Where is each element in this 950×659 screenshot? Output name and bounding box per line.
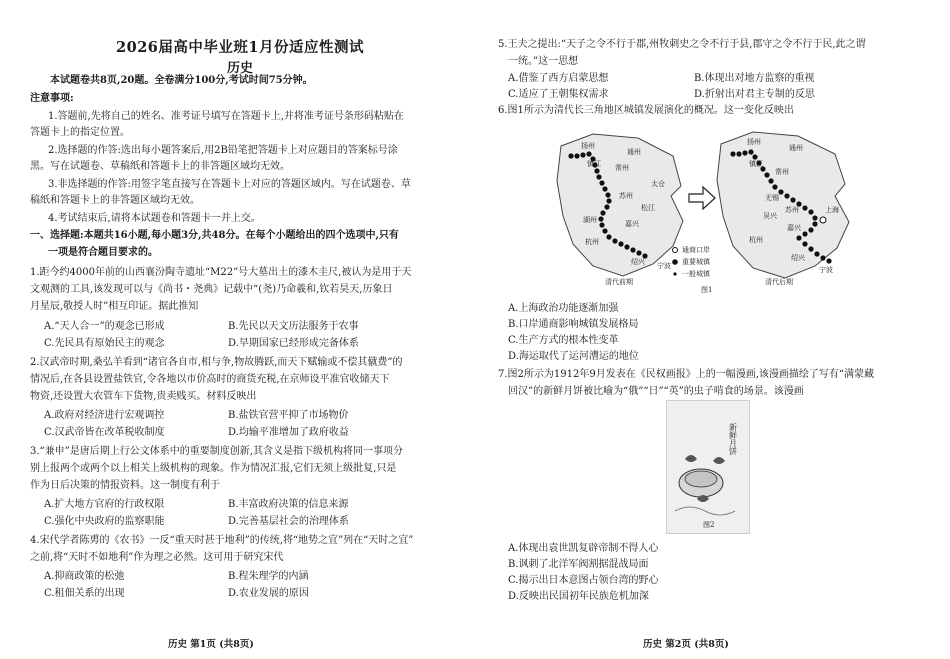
map-change-arrow: [689, 187, 715, 209]
notice-line: 稿纸和答题卡上的非答题区域均无效。: [30, 195, 200, 206]
question-1-option-a[interactable]: A.“天人合一”的观念已形成: [44, 321, 165, 332]
notice-line: 4.考试结束后,请将本试题卷和答题卡一并上交。: [48, 213, 261, 224]
notice-line: 2.选择题的作答:选出每小题答案后,用2B铅笔把答题卡上对应题目的答案标号涂: [48, 145, 398, 156]
question-3-text: 别上报两个或两个以上相关上级机构的现象。作为情况汇报,它们无须上级批复,只是: [30, 463, 397, 474]
notice-heading: 注意事项:: [30, 93, 74, 104]
question-6-option-c[interactable]: C.生产方式的根本性变革: [508, 335, 619, 346]
legend-label: 重要城镇: [682, 258, 710, 266]
map-city-label: 上海: [825, 206, 839, 214]
map-city-label: 嘉兴: [625, 220, 639, 228]
question-5-text: 一统。”这一思想: [508, 56, 579, 67]
left-page: [30, 0, 450, 659]
notice-line: 黑。写在试题卷、草稿纸和答题卡上的非答题区域均无效。: [30, 161, 290, 172]
question-5-option-a[interactable]: A.借鉴了西方启蒙思想: [508, 73, 609, 84]
question-1-option-d[interactable]: D.早期国家已经形成完备体系: [228, 338, 359, 349]
question-4-text: 之前,将“天时不如地利”作为理之必然。这可用于研究宋代: [30, 552, 284, 563]
right-page: [498, 0, 923, 659]
question-2-option-a[interactable]: A.政府对经济进行宏观调控: [44, 410, 165, 421]
exam-subject: 历史: [226, 61, 253, 76]
yangtze-delta-map: [553, 126, 863, 296]
cartoon-insect-1: [685, 455, 697, 462]
notice-line: 答题卡上的指定位置。: [30, 127, 130, 138]
question-1-text: 1.距今约4000年前的山西襄汾陶寺遗址“M22”号大墓出土的漆木圭尺,被认为是用于天: [30, 267, 412, 278]
question-7-option-c[interactable]: C.揭示出日本意图占领台湾的野心: [508, 575, 659, 586]
question-6-option-d[interactable]: D.海运取代了运河漕运的地位: [508, 351, 639, 362]
map-city-label: 苏州: [785, 206, 799, 214]
question-3-text: 作为日后决策的情报资料。这一制度有利于: [30, 480, 220, 491]
question-2-text: 2.汉武帝时期,桑弘羊看到“诸官各自市,相与争,物故腾跃,而天下赋输或不偿其僦费”的: [30, 357, 403, 368]
map-city-label: 杭州: [585, 238, 599, 246]
map-city-label: 松江: [641, 204, 655, 212]
question-2-text: 情况后,在各县设置盐铁官,令各地以市价高时的商货充税,在京师设平准官收储天下: [30, 374, 390, 385]
map-city-label: 嘉兴: [787, 224, 801, 232]
map-city-label: 苏州: [619, 192, 633, 200]
page-footer: 历史 第2页 (共8页): [643, 639, 729, 650]
map-city-label: 宁波: [819, 266, 833, 274]
section-heading: 一、选择题:本题共16小题,每小题3分,共48分。在每个小题给出的四个选项中,只有: [30, 230, 399, 241]
question-4-option-a[interactable]: A.抑商政策的松弛: [44, 571, 125, 582]
figure-1-label: 图1: [701, 286, 713, 294]
question-2-text: 物资,还设置大农管车下货物,贵卖贱买。材料反映出: [30, 391, 257, 402]
cartoon-drawing: [667, 401, 749, 533]
question-4-text: 4.宋代学者陈旉的《农书》一反“重天时甚于地利”的传统,将“地势之宜”列在“天时之宜”: [30, 535, 414, 546]
question-5-option-d[interactable]: D.折射出对君主专制的反思: [694, 89, 815, 100]
question-6-option-b[interactable]: B.口岸通商影响城镇发展格局: [508, 319, 639, 330]
figure-2-label: 图2: [703, 521, 715, 529]
notice-line: 3.非选择题的作答:用签字笔直接写在答题卡上对应的答题区域内。写在试题卷、草: [48, 179, 411, 190]
question-5-text: 5.王夫之提出:“天子之令不行于郡,州牧刺史之令不行于县,郡守之令不行于民,此之谓: [498, 39, 866, 50]
question-4-option-c[interactable]: C.租佃关系的出现: [44, 588, 125, 599]
question-7-text: 回汉”的新鲜月饼被比喻为“俄”“日”“英”的虫子啃食的场景。该漫画: [508, 386, 804, 397]
cartoon-title: 新鲜月饼: [728, 423, 738, 455]
question-3-option-a[interactable]: A.扩大地方官府的行政权限: [44, 499, 165, 510]
map-city-label: 太仓: [651, 180, 665, 188]
map-city-label: 扬州: [747, 138, 761, 146]
map-legend: [672, 245, 711, 278]
legend-label: 一般城镇: [682, 270, 710, 278]
map-left-caption: 清代前期: [605, 278, 633, 286]
map-city-label: 常州: [775, 168, 789, 176]
exam-info: 本试题卷共8页,20题。全卷满分100分,考试时间75分钟。: [50, 75, 313, 86]
question-2-option-c[interactable]: C.汉武帝皆在改革税收制度: [44, 427, 165, 438]
question-3-option-b[interactable]: B.丰富政府决策的信息来源: [228, 499, 349, 510]
map-city-label: 镇江: [587, 160, 601, 168]
cartoon-scribble: [675, 507, 735, 515]
map-city-label: 扬州: [581, 142, 595, 150]
question-4-option-b[interactable]: B.程朱理学的内涵: [228, 571, 309, 582]
map-city-label: 常州: [615, 164, 629, 172]
question-6-option-a[interactable]: A.上海政治功能逐渐加强: [508, 303, 619, 314]
question-7-option-a[interactable]: A.体现出袁世凯复辟帝制不得人心: [508, 543, 659, 554]
legend-label: 通商口岸: [682, 246, 710, 254]
question-4-option-d[interactable]: D.农业发展的原因: [228, 588, 309, 599]
map-city-label: 镇江: [749, 160, 763, 168]
question-5-option-b[interactable]: B.体现出对地方监察的重视: [694, 73, 815, 84]
exam-title: 2026届高中毕业班1月份适应性测试: [116, 39, 364, 56]
map-city-label: 通州: [627, 148, 641, 156]
question-3-option-c[interactable]: C.强化中央政府的监察职能: [44, 516, 165, 527]
question-1-option-c[interactable]: C.先民具有原始民主的观念: [44, 338, 165, 349]
question-1-text: 文观测的工具,该发现可以与《尚书・尧典》记载中“(尧)乃命羲和,钦若昊天,历象日: [30, 284, 393, 295]
question-7-text: 7.图2所示为1912年9月发表在《民权画报》上的一幅漫画,该漫画描绘了写有“满蒙藏: [498, 369, 875, 380]
mooncake-top: [685, 471, 717, 487]
map-right-caption: 清代后期: [765, 278, 793, 286]
map-city-label: 绍兴: [791, 254, 805, 262]
question-2-option-b[interactable]: B.盐铁官营平抑了市场物价: [228, 410, 349, 421]
section-heading: 一项是符合题目要求的。: [48, 247, 158, 258]
page-footer: 历史 第1页 (共8页): [168, 639, 254, 650]
cartoon-insect-2: [713, 457, 725, 464]
question-6-text: 6.图1所示为清代长三角地区城镇发展演化的概况。这一变化反映出: [498, 105, 794, 116]
question-7-option-d[interactable]: D.反映出民国初年民族危机加深: [508, 591, 649, 602]
mooncake-cartoon: [666, 400, 750, 534]
map-city-label: 吴兴: [763, 212, 777, 220]
question-2-option-d[interactable]: D.均输平准增加了政府收益: [228, 427, 349, 438]
question-7-option-b[interactable]: B.讽刺了北洋军阀割据混战局面: [508, 559, 649, 570]
question-5-option-c[interactable]: C.适应了王朝集权需求: [508, 89, 609, 100]
map-city-label: 无锡: [765, 194, 779, 202]
question-3-option-d[interactable]: D.完善基层社会的治理体系: [228, 516, 349, 527]
question-3-text: 3.“兼申”是唐后期上行公文体系中的重要制度创新,其含义是指下级机构将同一事项分: [30, 446, 403, 457]
map-city-label: 湖州: [583, 216, 597, 224]
map-city-label: 杭州: [749, 236, 763, 244]
map-city-label: 绍兴: [631, 258, 645, 266]
notice-line: 1.答题前,先将自己的姓名、准考证号填写在答题卡上,并将准考证号条形码粘贴在: [48, 111, 404, 122]
map-city-label: 通州: [789, 144, 803, 152]
map-city-label: 宁波: [657, 262, 671, 270]
question-1-text: 月星辰,敬授人时”相互印证。据此推知: [30, 301, 199, 312]
question-1-option-b[interactable]: B.先民以天文历法服务于农事: [228, 321, 359, 332]
